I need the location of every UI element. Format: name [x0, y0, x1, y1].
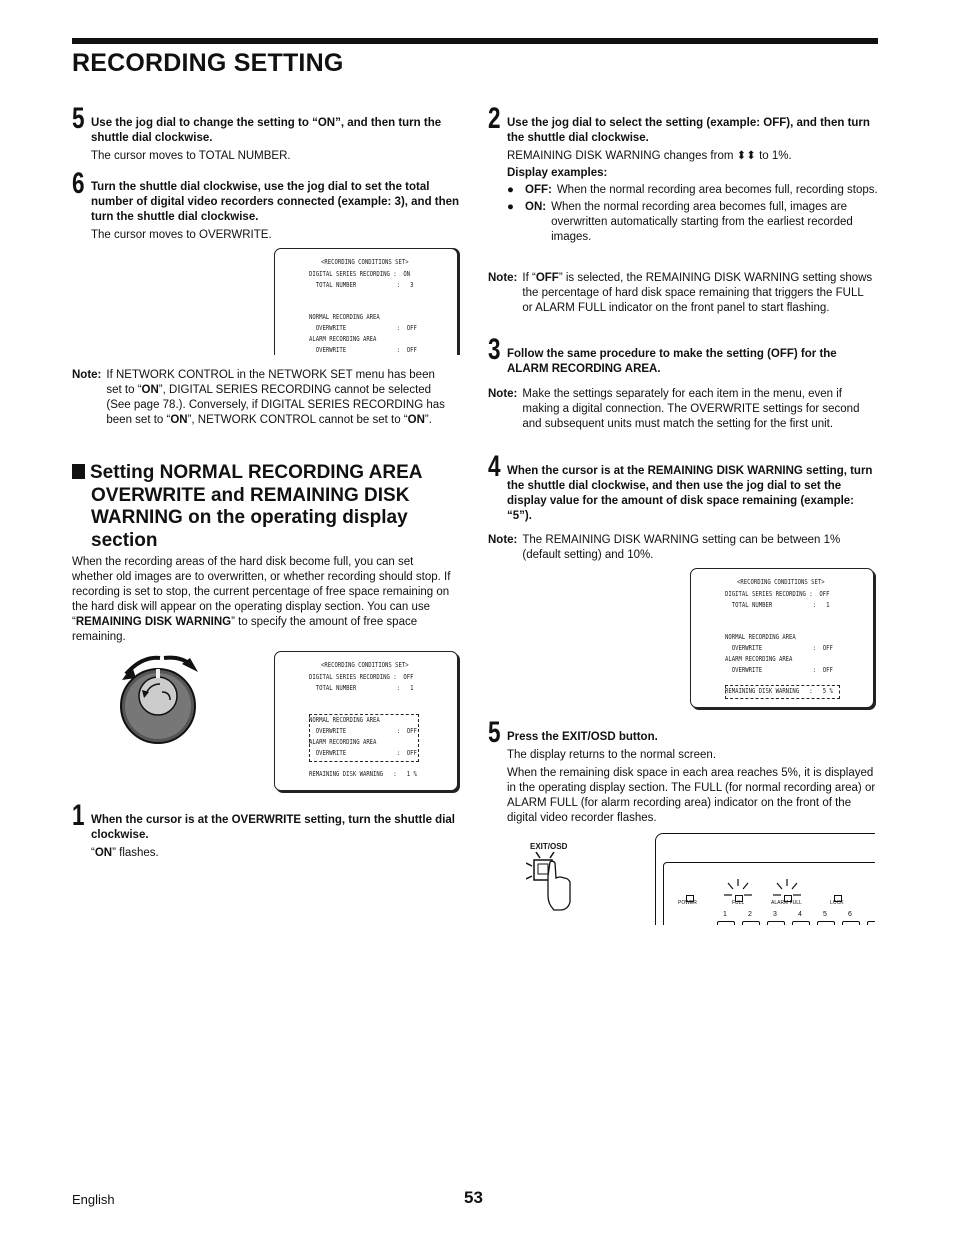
channel-button [717, 921, 735, 925]
channel-button [767, 921, 785, 925]
osd-line: REMAINING DISK WARNING : 5 % [725, 687, 833, 695]
channel-4: 4 [798, 911, 802, 918]
osd-line: TOTAL NUMBER : 3 [309, 281, 414, 289]
step-text: REMAINING DISK WARNING changes from ⬍⬍ to 1%. [507, 150, 792, 162]
note-label: Note: [488, 534, 518, 546]
step-5-left [91, 116, 461, 164]
exit-osd-button-icon [526, 852, 580, 914]
osd-line: OVERWRITE : OFF [725, 644, 833, 652]
osd-line: DIGITAL SERIES RECORDING : ON [309, 270, 411, 278]
channel-button [742, 921, 760, 925]
osd-title: <RECORDING CONDITIONS SET> [737, 578, 825, 586]
section-intro: When the recording areas of the hard disk become full, you can set whether old images are to overwritten, or whether recording should stop. If recording is set to stop, the current percentage of free space remaining on the hard disk will appear on the operating display section. You can use “REMAINING DISK WARNING” to specify the amount of free space remaining. [72, 556, 451, 643]
example-off: ● OFF: When the normal recording area becomes full, recording stops. [507, 184, 878, 196]
note-separate-settings [488, 387, 873, 432]
step-text: The cursor moves to OVERWRITE. [91, 229, 272, 241]
channel-6: 6 [848, 911, 852, 918]
osd-line: OVERWRITE : OFF [309, 727, 417, 735]
note-network-control [72, 368, 447, 428]
note-text: Make the settings separately for each item in the menu, even if making a digital connection. The OVERWRITE settings for second and subsequent units must match the setting for the first unit. [522, 388, 860, 430]
step-heading: Use the jog dial to change the setting to “ON”, and then turn the shuttle dial clockwise. [91, 117, 442, 144]
channel-3: 3 [773, 911, 777, 918]
note-label: Note: [488, 388, 518, 400]
lock-label: LOCK [830, 900, 844, 906]
note-off-selected [488, 271, 873, 316]
section-heading: Setting NORMAL RECORDING AREA OVERWRITE and REMAINING DISK WARNING on the operating display section [72, 462, 452, 552]
power-label: POWER [678, 900, 697, 906]
channel-5: 5 [823, 911, 827, 918]
note-text: If NETWORK CONTROL in the NETWORK SET menu has been set to “ON”, DIGITAL SERIES RECORDING cannot be selected (See page 78.). Conversely, if DIGITAL SERIES RECORDING has been set to “ON”, NETWORK CONTROL cannot be set to “ON”. [106, 369, 445, 426]
channel-2: 2 [748, 911, 752, 918]
channel-button [792, 921, 810, 925]
osd-line: TOTAL NUMBER : 1 [725, 601, 830, 609]
osd-line: OVERWRITE : OFF [725, 666, 833, 674]
step-5-right [507, 730, 879, 826]
step-heading: Press the EXIT/OSD button. [507, 731, 658, 743]
osd-line: DIGITAL SERIES RECORDING : OFF [309, 673, 414, 681]
step-text: The cursor moves to TOTAL NUMBER. [91, 150, 291, 162]
footer-language: English [72, 1192, 115, 1207]
osd-line: NORMAL RECORDING AREA [725, 633, 796, 641]
step-4-right [507, 464, 879, 524]
osd-title: <RECORDING CONDITIONS SET> [321, 258, 409, 266]
osd-screen-3 [690, 568, 874, 708]
examples-label: Display examples: [507, 167, 608, 179]
alarm-full-label: ALARM FULL [771, 900, 802, 906]
step-3-right [507, 347, 879, 377]
channel-button [842, 921, 860, 925]
osd-line: OVERWRITE : OFF [309, 346, 417, 354]
section-square-icon [72, 464, 85, 479]
full-label: FULL [732, 900, 745, 906]
step-number: 3 [488, 333, 501, 366]
front-panel [655, 833, 875, 925]
example-on: ● ON: When the normal recording area becomes full, images are overwritten automatically starting from the earliest recorded images. [507, 201, 853, 243]
osd-line: ALARM RECORDING AREA [725, 655, 793, 663]
channel-button [867, 921, 875, 925]
shuttle-dial-icon [112, 652, 212, 748]
osd-line: DIGITAL SERIES RECORDING : OFF [725, 590, 830, 598]
flash-rays-icon [719, 877, 809, 903]
channel-button [817, 921, 835, 925]
step-number: 5 [72, 102, 85, 135]
page-number: 53 [464, 1188, 483, 1207]
step-number: 4 [488, 450, 501, 483]
step-1-left [91, 813, 461, 861]
step-number: 6 [72, 167, 85, 200]
osd-screen-1 [274, 248, 458, 355]
step-text: When the remaining disk space in each area reaches 5%, it is displayed in the operating display section. The FULL (for normal recording area) or ALARM FULL (for alarm recording area) indicator on the front of the digital video recorder flashes. [507, 767, 876, 824]
osd-line: ALARM RECORDING AREA [309, 738, 377, 746]
osd-title: <RECORDING CONDITIONS SET> [321, 661, 409, 669]
step-number: 2 [488, 102, 501, 135]
note-warning-range [488, 533, 873, 563]
note-text: If “OFF” is selected, the REMAINING DISK WARNING setting shows the percentage of hard disk space remaining that triggers the FULL or ALARM FULL indicator on the front panel to start flashing. [522, 272, 873, 314]
step-heading: When the cursor is at the REMAINING DISK WARNING setting, turn the shuttle dial clockwise, and then use the jog dial to set the display value for the amount of disk space remaining (example: “5”). [507, 465, 873, 522]
osd-line: TOTAL NUMBER : 1 [309, 684, 414, 692]
osd-line: NORMAL RECORDING AREA [309, 313, 380, 321]
channel-1: 1 [723, 911, 727, 918]
osd-line: ALARM RECORDING AREA [309, 335, 377, 343]
title-rule [72, 38, 878, 44]
step-number: 1 [72, 799, 85, 832]
step-text: “ON” flashes. [91, 847, 159, 859]
osd-line: OVERWRITE : OFF [309, 324, 417, 332]
step-heading: When the cursor is at the OVERWRITE setting, turn the shuttle dial clockwise. [91, 814, 455, 841]
step-text: The display returns to the normal screen. [507, 749, 717, 761]
step-heading: Use the jog dial to select the setting (example: OFF), and then turn the shuttle dial clockwise. [507, 117, 870, 144]
step-6-left [91, 180, 461, 243]
exit-osd-label: EXIT/OSD [530, 842, 568, 851]
step-heading: Follow the same procedure to make the setting (OFF) for the ALARM RECORDING AREA. [507, 348, 837, 375]
note-text: The REMAINING DISK WARNING setting can be between 1% (default setting) and 10%. [522, 534, 841, 561]
page-title: RECORDING SETTING [72, 49, 344, 77]
step-number: 5 [488, 716, 501, 749]
osd-line: REMAINING DISK WARNING : 1 % [309, 770, 417, 778]
osd-line: OVERWRITE : OFF [309, 749, 417, 757]
step-2-right [507, 116, 879, 245]
osd-line: NORMAL RECORDING AREA [309, 716, 380, 724]
note-label: Note: [488, 272, 518, 284]
step-heading: Turn the shuttle dial clockwise, use the jog dial to set the total number of digital video recorders connected (example: 3), and then turn the shuttle dial clockwise. [91, 181, 460, 223]
note-label: Note: [72, 369, 102, 381]
osd-screen-2 [274, 651, 458, 791]
